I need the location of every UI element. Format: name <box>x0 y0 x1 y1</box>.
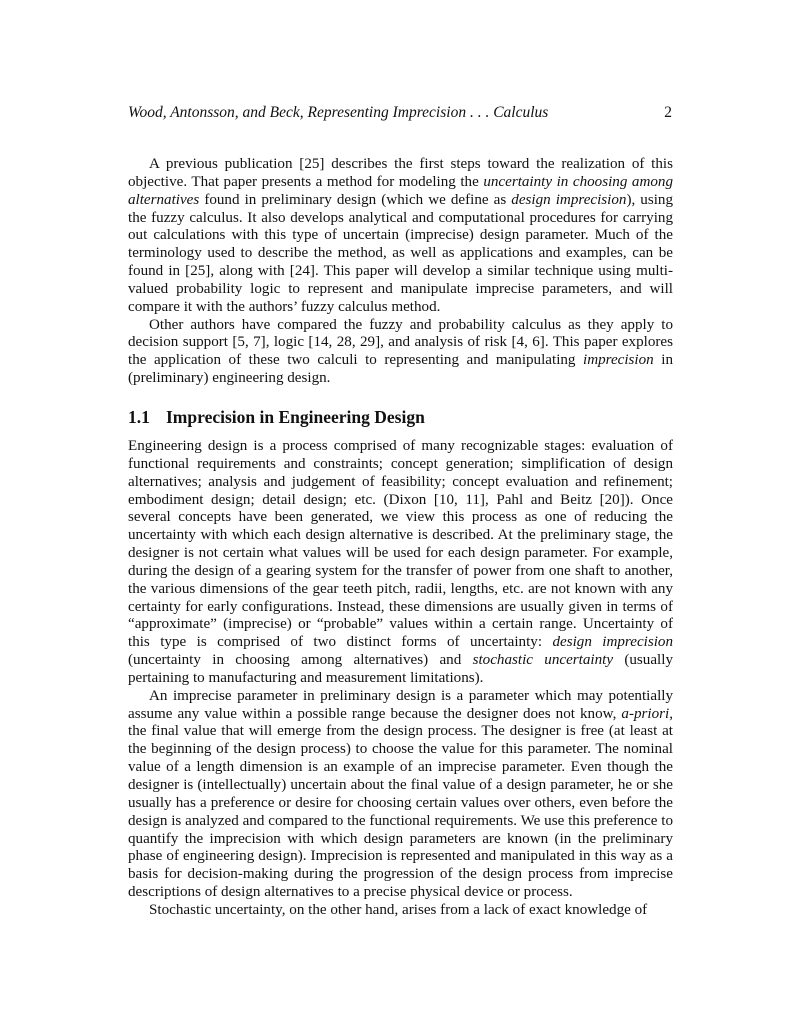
paragraph-4 <box>128 688 673 902</box>
running-title: Wood, Antonsson, and Beck, Representing Imprecision . . . Calculus <box>128 104 549 121</box>
paragraph-2 <box>128 317 673 388</box>
body-text <box>128 156 673 920</box>
paragraph-3-emphasis-a: design imprecision <box>552 634 674 651</box>
section-title: Imprecision in Engineering Design <box>166 406 425 427</box>
section-heading <box>128 407 673 428</box>
paragraph-2-text-a: Other authors have compared the fuzzy and probability calculus as they apply to decision support [5, 7], logic [14, 28, 29], and analysis of risk [4, 6]. This paper explores the application of these two calculi to representing and manipulating <box>128 316 673 369</box>
paragraph-1 <box>128 156 673 317</box>
running-header <box>128 104 672 122</box>
paragraph-3-text-c: (usually pertaining to manufacturing and measurement limitations). <box>128 652 673 686</box>
paragraph-1-emphasis-b: design imprecision <box>511 191 627 208</box>
paragraph-5 <box>128 902 673 920</box>
paragraph-2-text-b: in (preliminary) engineering design. <box>128 352 674 387</box>
paragraph-5-text-a: Stochastic uncertainty, on the other hand, arises from a lack of exact knowledge of <box>149 901 648 918</box>
paragraph-3 <box>128 438 673 688</box>
paragraph-4-emphasis-a: a-priori <box>621 705 670 722</box>
paragraph-2-emphasis-a: imprecision <box>583 352 654 369</box>
paragraph-3-text-a: Engineering design is a process comprised of many recognizable stages: evaluation of functional requirements and constraints; concept generation; simplification of design alternatives; analysis and judgement of feasibility; concept evaluation and refinement; embodiment design; detail design; etc. (Dixon [10, 11], Pahl and Beitz [20]). Once several concepts have been generated, we view this process as one of reducing the uncertainty with which each design alternative is described. At the preliminary stage, the designer is not certain what values will be used for each design parameter. For example, during the design of a gearing system for the transfer of power from one shaft to another, the various dimensions of the gear teeth pitch, radii, lengths, etc. are not known with any certainty for early configurations. Instead, these dimensions are usually given in terms of “approximate” (imprecise) or “probable” values within a certain range. Uncertainty of this type is comprised of two distinct forms of uncertainty: <box>128 437 673 651</box>
section-number: 1.1 <box>128 406 150 427</box>
paragraph-4-text-a: An imprecise parameter in preliminary design is a parameter which may potentially assume any value within a possible range because the designer does not know, <box>128 687 673 722</box>
paragraph-1-emphasis-a: uncertainty in choosing among alternatives <box>128 173 674 208</box>
paragraph-4-text-b: , the final value that will emerge from the design process. The designer is free (at least at the beginning of the design process) to choose the value for this parameter. The nominal value of a length dimension is an example of an imprecise parameter. Even though the designer is (intellectually) uncertain about the final value of a design parameter, he or she usually has a preference or desire for choosing certain values over others, even before the design is analyzed and compared to the functional requirements. We use this preference to quantify the imprecision with which design parameters are known (in the preliminary phase of engineering design). Imprecision is represented and manipulated in this way as a basis for decision-making during the progression of the design process from imprecise descriptions of design alternatives to a precise physical device or process. <box>128 705 673 901</box>
paragraph-3-text-b: (uncertainty in choosing among alternatives) and <box>128 652 473 669</box>
paragraph-1-text-c: ), using the fuzzy calculus. It also develops analytical and computational procedures for carrying out calculations with this type of uncertain (imprecise) design parameter. Much of the terminology used to describe the method, as well as applications and examples, can be found in [25], along with [24]. This paper will develop a similar technique using multi-valued probability logic to represent and manipulate imprecise parameters, and will compare it with the authors’ fuzzy calculus method. <box>128 191 674 315</box>
page-number: 2 <box>664 104 672 121</box>
paragraph-3-emphasis-b: stochastic uncertainty <box>472 652 614 669</box>
paragraph-1-text-a: A previous publication [25] describes the first steps toward the realization of this objective. That paper presents a method for modeling the <box>128 156 673 190</box>
paragraph-1-text-b: found in preliminary design (which we define as <box>199 191 512 208</box>
